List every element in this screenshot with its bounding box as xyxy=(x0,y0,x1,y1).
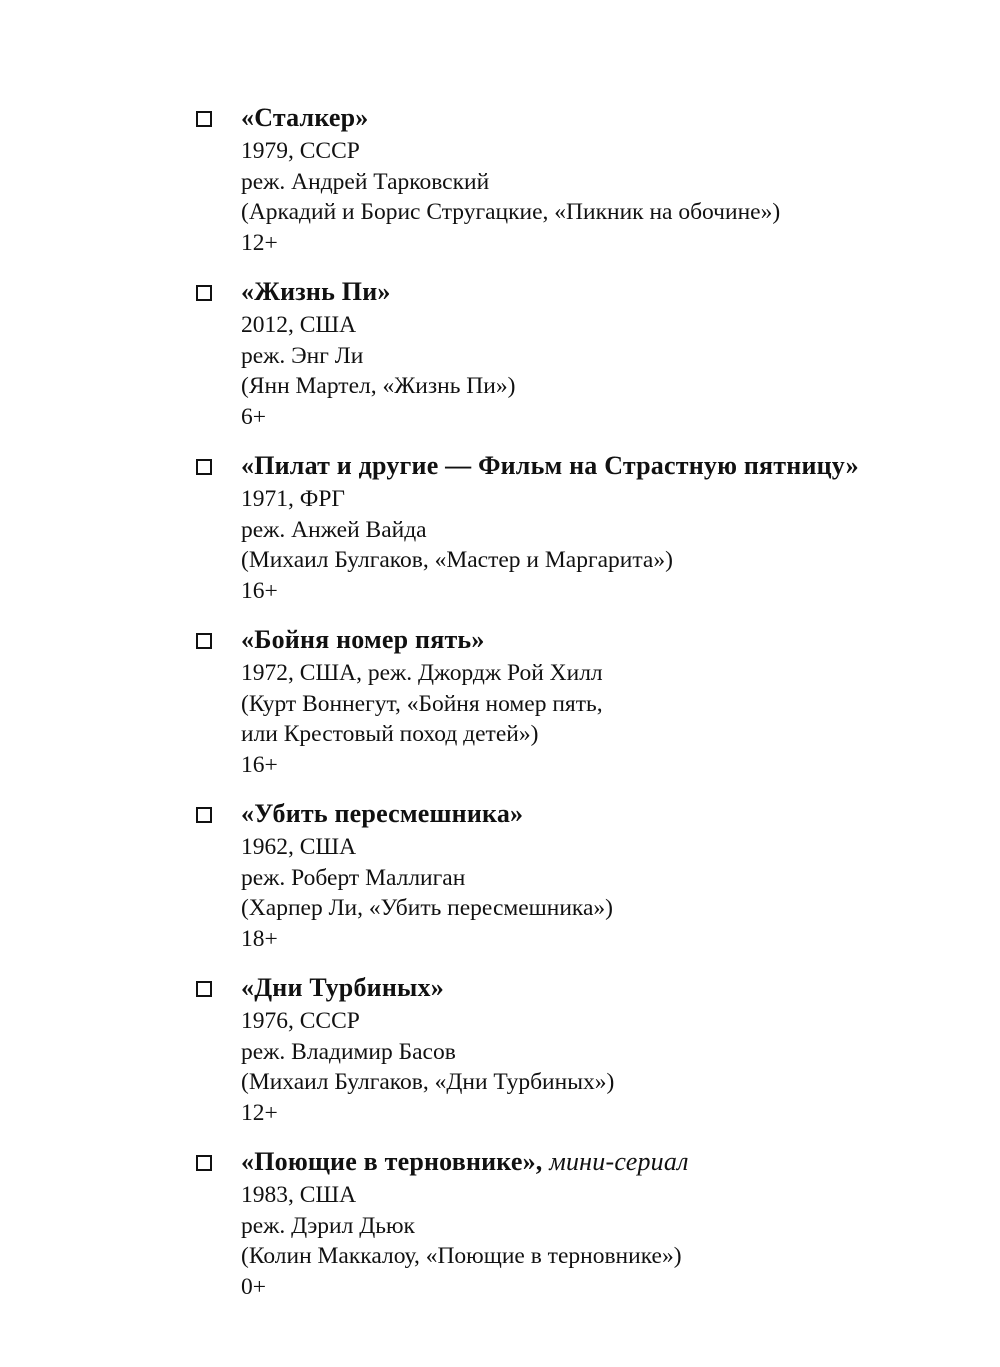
film-source: (Михаил Булгаков, «Дни Турбиных») xyxy=(241,1069,615,1095)
film-source: (Курт Воннегут, «Бойня номер пять, xyxy=(241,690,603,717)
film-year-country: 1962, США xyxy=(241,834,357,860)
checkbox-icon[interactable] xyxy=(196,285,212,301)
film-title xyxy=(241,100,976,136)
film-director: реж. Роберт Маллиган xyxy=(241,864,466,891)
checkbox-icon[interactable] xyxy=(196,981,212,997)
film-checklist xyxy=(196,100,976,1318)
film-year-country: 1983, США xyxy=(241,1182,357,1208)
film-title-text: «Сталкер» xyxy=(241,103,369,132)
film-title-text: «Бойня номер пять» xyxy=(241,625,485,654)
film-source: (Харпер Ли, «Убить пересмешника») xyxy=(241,895,613,921)
film-item xyxy=(196,448,976,606)
film-year-country: 1979, СССР xyxy=(241,138,360,164)
film-title xyxy=(241,796,976,832)
film-source: (Янн Мартел, «Жизнь Пи») xyxy=(241,373,516,399)
checkbox-icon[interactable] xyxy=(196,1155,212,1171)
checkbox-icon[interactable] xyxy=(196,807,212,823)
film-age-rating: 6+ xyxy=(241,403,267,430)
film-title-text: «Дни Турбиных» xyxy=(241,973,444,1002)
film-age-rating: 18+ xyxy=(241,925,278,952)
film-item xyxy=(196,970,976,1128)
film-source-continued: или Крестовый поход детей») xyxy=(241,721,539,747)
film-title-text: «Жизнь Пи» xyxy=(241,277,391,306)
checkbox-icon[interactable] xyxy=(196,111,212,127)
film-age-rating: 16+ xyxy=(241,751,278,778)
film-year-country: 2012, США xyxy=(241,312,357,338)
film-age-rating: 0+ xyxy=(241,1273,267,1300)
film-item xyxy=(196,1144,976,1302)
film-item xyxy=(196,274,976,432)
film-source: (Михаил Булгаков, «Мастер и Маргарита») xyxy=(241,547,673,573)
film-title xyxy=(241,622,976,658)
checkbox-icon[interactable] xyxy=(196,459,212,475)
film-item xyxy=(196,796,976,954)
film-source: (Колин Маккалоу, «Поющие в терновнике») xyxy=(241,1243,682,1269)
film-source: (Аркадий и Борис Стругацкие, «Пикник на обочине») xyxy=(241,199,781,225)
film-title xyxy=(241,274,976,310)
film-year-country-director: 1972, США, реж. Джордж Рой Хилл xyxy=(241,660,603,686)
film-title xyxy=(241,448,976,484)
film-age-rating: 12+ xyxy=(241,1099,278,1126)
film-director: реж. Владимир Басов xyxy=(241,1038,456,1065)
film-item xyxy=(196,622,976,780)
film-age-rating: 16+ xyxy=(241,577,278,604)
film-director: реж. Энг Ли xyxy=(241,342,364,369)
film-title-text: «Пилат и другие — Фильм на Страстную пятницу» xyxy=(241,451,859,480)
film-year-country: 1971, ФРГ xyxy=(241,486,345,512)
film-title xyxy=(241,970,976,1006)
film-director: реж. Дэрил Дьюк xyxy=(241,1212,415,1239)
film-director: реж. Андрей Тарковский xyxy=(241,168,490,195)
film-age-rating: 12+ xyxy=(241,229,278,256)
film-year-country: 1976, СССР xyxy=(241,1008,360,1034)
checkbox-icon[interactable] xyxy=(196,633,212,649)
film-title xyxy=(241,1144,976,1180)
film-title-text: «Убить пересмешника» xyxy=(241,799,524,828)
film-director: реж. Анжей Вайда xyxy=(241,516,427,543)
film-item xyxy=(196,100,976,258)
film-title-text: «Поющие в терновнике», xyxy=(241,1147,543,1176)
film-format-note: мини-сериал xyxy=(549,1147,689,1176)
